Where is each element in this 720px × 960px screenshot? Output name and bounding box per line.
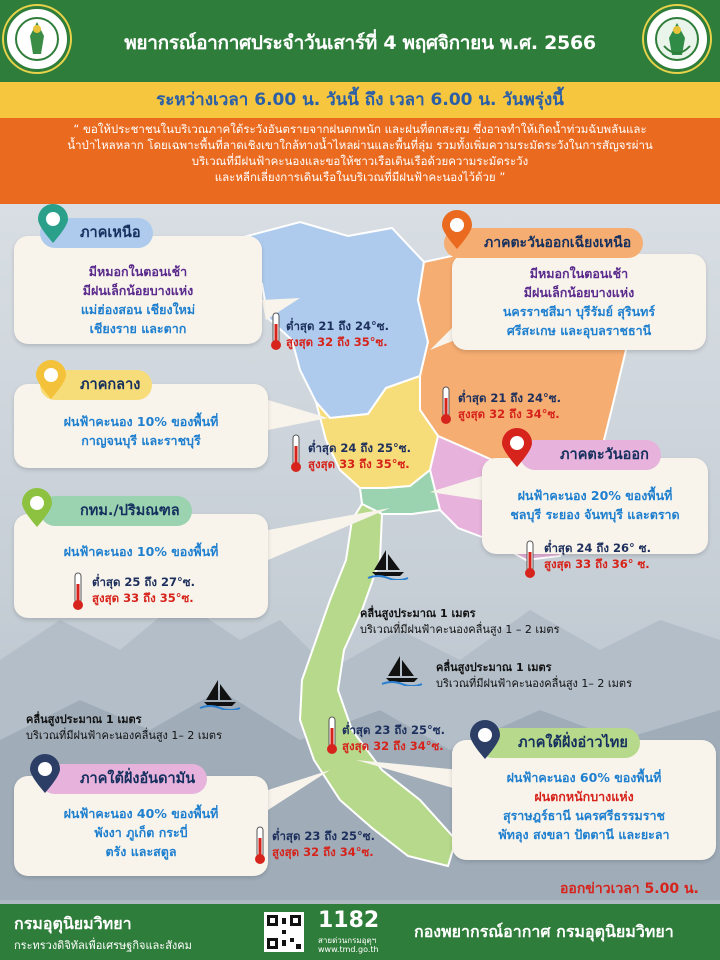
qr-code-icon[interactable]: [264, 912, 304, 952]
thermometer-icon: [440, 386, 452, 426]
warning-line: บริเวณที่มีฝนฟ้าคะนองและขอให้ชาวเรือเดินเรือด้วยความระมัดระวัง: [191, 154, 529, 168]
footer-org: กรมอุตุนิยมวิทยา: [14, 914, 132, 933]
forecast-period: ระหว่างเวลา 6.00 น. วันนี้ ถึง เวลา 6.00 น. วันพรุ่งนี้: [156, 90, 564, 110]
bangkok-region-label: กทม./ปริมณฑล: [40, 496, 192, 526]
sailboat-icon: [380, 654, 424, 686]
northeast-line: มีหมอกในตอนเช้า: [529, 266, 629, 281]
south-gulf-temperature: ต่ำสุด 23 ถึง 25°ซ. สูงสุด 32 ถึง 34°ซ.: [342, 723, 445, 753]
bangkok-temperature: ต่ำสุด 25 ถึง 27°ซ. สูงสุด 33 ถึง 35°ซ.: [92, 575, 195, 605]
location-pin-icon: [36, 204, 70, 244]
location-pin-icon: [440, 210, 474, 250]
meteorological-department-seal-icon: [644, 6, 710, 72]
northeast-line: นครราชสีมา บุรีรัมย์ สุรินทร์: [502, 304, 656, 319]
sailboat-icon: [366, 548, 410, 580]
location-pin-icon: [34, 360, 68, 400]
north-line: แม่ฮ่องสอน เชียงใหม่: [80, 302, 196, 317]
south-gulf-line: สุราษฎร์ธานี นครศรีธรรมราช: [502, 808, 666, 823]
footer-division: กองพยากรณ์อากาศ กรมอุตุนิยมวิทยา: [414, 922, 674, 941]
hotline-number: 1182: [318, 908, 380, 933]
south-gulf-line: พัทลุง สงขลา ปัตตานี และยะลา: [498, 827, 670, 842]
south-andaman-temperature: ต่ำสุด 23 ถึง 25°ซ. สูงสุด 32 ถึง 34°ซ.: [272, 829, 375, 859]
north-line: มีหมอกในตอนเช้า: [88, 264, 188, 279]
ministry-seal-icon: [4, 6, 70, 72]
thermometer-icon: [270, 312, 282, 352]
south-andaman-region-label: ภาคใต้ฝั่งอันดามัน: [40, 764, 207, 794]
south-andaman-line: ฝนฟ้าคะนอง 40% ของพื้นที่: [63, 806, 219, 821]
east-region-label: ภาคตะวันออก: [520, 440, 661, 470]
northeast-line: ศรีสะเกษ และอุบลราชธานี: [506, 323, 652, 338]
northeast-region-label: ภาคตะวันออกเฉียงเหนือ: [444, 228, 643, 258]
bangkok-line: ฝนฟ้าคะนอง 10% ของพื้นที่: [63, 544, 219, 559]
east-line: ฝนฟ้าคะนอง 20% ของพื้นที่: [517, 488, 673, 503]
location-pin-icon: [468, 720, 502, 760]
south-gulf-line: ฝนตกหนักบางแห่ง: [534, 789, 634, 804]
thermometer-icon: [326, 716, 338, 756]
wave-info-gulf-lower: คลื่นสูงประมาณ 1 เมตร บริเวณที่มีฝนฟ้าคะนองคลื่นสูง 1– 2 เมตร: [436, 661, 632, 690]
south-andaman-line: ตรัง และสตูล: [105, 844, 177, 859]
wave-info-gulf-upper: คลื่นสูงประมาณ 1 เมตร บริเวณที่มีฝนฟ้าคะนองคลื่นสูง 1 – 2 เมตร: [360, 607, 560, 636]
forecast-period-band: [0, 82, 720, 118]
thermometer-icon: [524, 540, 536, 580]
issued-time: ออกข่าวเวลา 5.00 น.: [560, 881, 699, 897]
footer: [0, 904, 720, 960]
thermometer-icon: [290, 434, 302, 474]
east-line: ชลบุรี ระยอง จันทบุรี และตราด: [510, 507, 680, 522]
sailboat-icon: [198, 678, 242, 710]
central-region-label: ภาคกลาง: [40, 370, 152, 400]
warning-line: และหลีกเลี่ยงการเดินเรือในบริเวณที่มีฝนฟ้าคะนองไว้ด้วย ”: [214, 170, 506, 184]
page-title: พยากรณ์อากาศประจำวันเสาร์ที่ 4 พฤศจิกายน พ.ศ. 2566: [124, 32, 596, 54]
central-line: ฝนฟ้าคะนอง 10% ของพื้นที่: [63, 414, 219, 429]
warning-line: น้ำป่าไหลหลาก โดยเฉพาะพื้นที่ลาดเชิงเขาใกล้ทางน้ำไหลผ่านและพื้นที่ลุ่ม รวมทั้งเพิ่มความระมัดระวังในการสัญจรผ่าน: [67, 138, 653, 152]
north-line: เชียงราย และตาก: [89, 321, 187, 336]
south-andaman-line: พังงา ภูเก็ต กระบี่: [94, 825, 188, 840]
south-gulf-region-label: ภาคใต้ฝั่งอ่าวไทย: [478, 728, 640, 758]
north-forecast-box: [14, 236, 262, 344]
location-pin-icon: [500, 428, 534, 468]
footer-ministry: กระทรวงดิจิทัลเพื่อเศรษฐกิจและสังคม: [14, 939, 192, 952]
north-region-label: ภาคเหนือ: [40, 218, 153, 248]
thermometer-icon: [72, 572, 84, 612]
north-line: มีฝนเล็กน้อยบางแห่ง: [82, 283, 194, 298]
wave-info-andaman: คลื่นสูงประมาณ 1 เมตร บริเวณที่มีฝนฟ้าคะนองคลื่นสูง 1– 2 เมตร: [26, 713, 222, 742]
warning-line: “ ขอให้ประชาชนในบริเวณภาคใต้ระวังอันตรายจากฝนตกหนัก และฝนที่ตกสะสม ซึ่งอาจทำให้เกิดน้ำท่วมฉับพลันและ: [73, 122, 647, 136]
location-pin-icon: [20, 488, 54, 528]
central-temperature: ต่ำสุด 24 ถึง 25°ซ. สูงสุด 33 ถึง 35°ซ.: [308, 441, 411, 471]
website: www.tmd.go.th: [318, 945, 379, 954]
northeast-temperature: ต่ำสุด 21 ถึง 24°ซ. สูงสุด 32 ถึง 34°ซ.: [458, 391, 561, 421]
header-bar: [0, 0, 720, 82]
east-temperature: ต่ำสุด 24 ถึง 26° ซ. สูงสุด 33 ถึง 36° ซ.: [544, 541, 651, 571]
northeast-forecast-box: [452, 254, 706, 350]
thermometer-icon: [254, 826, 266, 866]
warning-band: [0, 118, 720, 204]
north-temperature: ต่ำสุด 21 ถึง 24°ซ. สูงสุด 32 ถึง 35°ซ.: [286, 319, 389, 349]
central-line: กาญจนบุรี และราชบุรี: [81, 433, 201, 448]
south-gulf-line: ฝนฟ้าคะนอง 60% ของพื้นที่: [506, 770, 662, 785]
location-pin-icon: [28, 754, 62, 794]
hotline-caption: สายด่วนกรมอุตุฯ www.tmd.go.th: [318, 936, 379, 954]
northeast-line: มีฝนเล็กน้อยบางแห่ง: [523, 285, 635, 300]
